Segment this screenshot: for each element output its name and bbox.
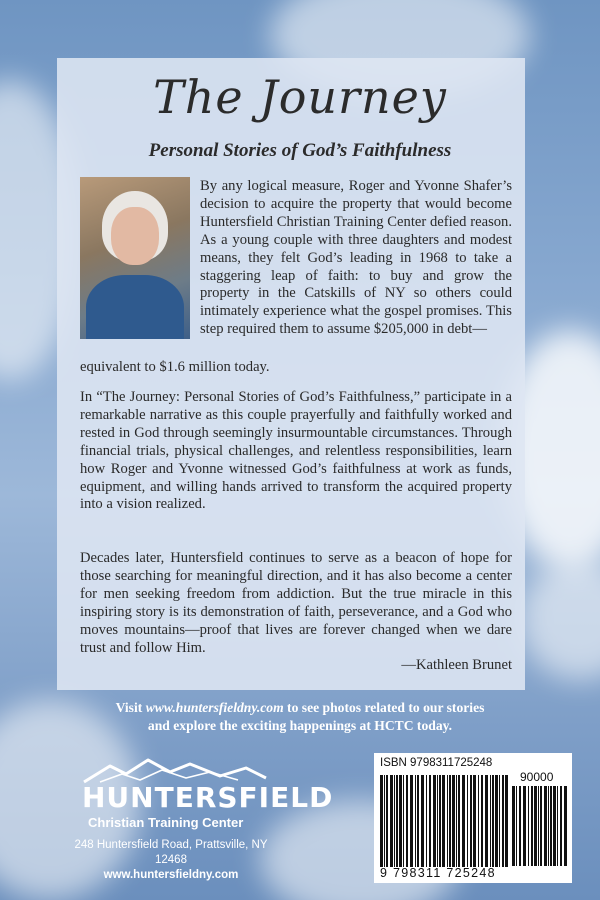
barcode-bar [417, 775, 419, 867]
barcode-bar [433, 775, 436, 867]
barcode-bar [512, 786, 515, 866]
barcode-bar [447, 775, 448, 867]
barcode-bar [478, 775, 479, 867]
barcode-bar [502, 775, 504, 867]
visit-url[interactable]: www.huntersfieldny.com [145, 700, 284, 715]
barcode-bar [557, 786, 558, 866]
address: 248 Huntersfield Road, Prattsville, NY 12468 [74, 839, 268, 866]
barcode-bar [458, 775, 460, 867]
book-subtitle: Personal Stories of God’s Faithfulness [148, 140, 452, 161]
barcode-bar [406, 775, 408, 867]
address-block [66, 838, 276, 883]
barcode-bar [538, 786, 539, 866]
barcode-bar [449, 775, 451, 867]
barcode-bar [426, 775, 427, 867]
barcode-main [380, 775, 508, 867]
barcode-bar [462, 775, 465, 867]
barcode-bar [523, 786, 526, 866]
paragraph-intro: By any logical measure, Roger and Yvonne Shafer’s decision to acquire the property that would become Huntersfield Christian Training Center defied reason. As a young couple with three daughters and modest means, they felt God’s leading in 1968 to take a staggering leap of faith: to buy and grow the property in the Catskills of NY so others could intimately experience what the gospel promises. This step required them to assume $205,000 in debt— [200, 178, 512, 338]
barcode-bar [456, 775, 457, 867]
photo-body [86, 275, 184, 339]
barcode-bar [437, 775, 438, 867]
barcode-bar [386, 775, 388, 867]
endorsement-signature: —Kathleen Brunet [401, 657, 512, 673]
barcode-bar [544, 786, 547, 866]
barcode-digits: 9 798311 725248 [380, 866, 496, 880]
barcode-bar [548, 786, 549, 866]
barcode-bar [485, 775, 488, 867]
barcode-bar [396, 775, 398, 867]
paragraph-description: In “The Journey: Personal Stories of God’s Faithfulness,” participate in a remarkable narrative as this couple prayerfully and faithfully worked and rested in God through seemingly insurmountable circumstances. Through financial trials, physical challenges, and relentless responsibilities, learn how Roger and Yvonne witnessed God’s faithfulness at work as funds, equipment, and willing hands arrived to transform the acquired property into a vision realized. [80, 389, 512, 513]
logo-subtitle: Christian Training Center [88, 815, 244, 830]
barcode-bar [490, 775, 491, 867]
barcode-bar [399, 775, 402, 867]
barcode-bar [410, 775, 413, 867]
address-url[interactable]: www.huntersfieldny.com [103, 869, 239, 881]
barcode-bar [403, 775, 404, 867]
barcode-bar [531, 786, 533, 866]
author-photo [80, 177, 190, 339]
barcode-bar [380, 775, 383, 867]
barcode-bar [534, 786, 537, 866]
barcode-bar [505, 775, 508, 867]
visit-line2: and explore the exciting happenings at HCTC today. [147, 718, 453, 733]
barcode-bar [384, 775, 385, 867]
logo-name: HUNTERSFIELD [82, 781, 334, 814]
visit-note [60, 699, 540, 735]
barcode-bar [415, 775, 416, 867]
isbn-label: ISBN 9798311725248 [380, 757, 493, 769]
barcode-addon [512, 786, 568, 866]
barcode-bar [470, 775, 472, 867]
barcode-bar [564, 786, 567, 866]
barcode-bar [528, 786, 529, 866]
barcode-bar [499, 775, 500, 867]
photo-face [111, 207, 159, 265]
barcode-bar [519, 786, 521, 866]
cloud [520, 560, 600, 680]
barcode-bar [390, 775, 393, 867]
book-title: The Journey [153, 70, 447, 124]
barcode-bar [495, 775, 498, 867]
barcode-bar [492, 775, 494, 867]
barcode-bar [442, 775, 445, 867]
barcode-bar [429, 775, 431, 867]
barcode-bar [467, 775, 468, 867]
barcode-bar [516, 786, 517, 866]
barcode-bar [394, 775, 395, 867]
paragraph-legacy: Decades later, Huntersfield continues to serve as a beacon of hope for those searching for meaningful direction, and it has also become a center for men seeking freedom from addiction. But the true miracle in this inspiring story is its demonstration of faith, perseverance, and a God who moves mountains—proof that lives are forever changed when we dare trust and follow Him. [80, 550, 512, 656]
barcode-bar [452, 775, 455, 867]
barcode-bar [560, 786, 562, 866]
price-code: 90000 [520, 770, 554, 784]
barcode-bar [421, 775, 424, 867]
visit-line1: to see photos related to our stories [283, 700, 485, 715]
paragraph-intro-end: equivalent to $1.6 million today. [80, 359, 270, 375]
barcode-bar [481, 775, 483, 867]
barcode-bar [550, 786, 552, 866]
barcode-bar [439, 775, 441, 867]
barcode-bar [473, 775, 476, 867]
visit-prefix: Visit [115, 700, 146, 715]
barcode-bar [553, 786, 556, 866]
barcode-bar [540, 786, 542, 866]
